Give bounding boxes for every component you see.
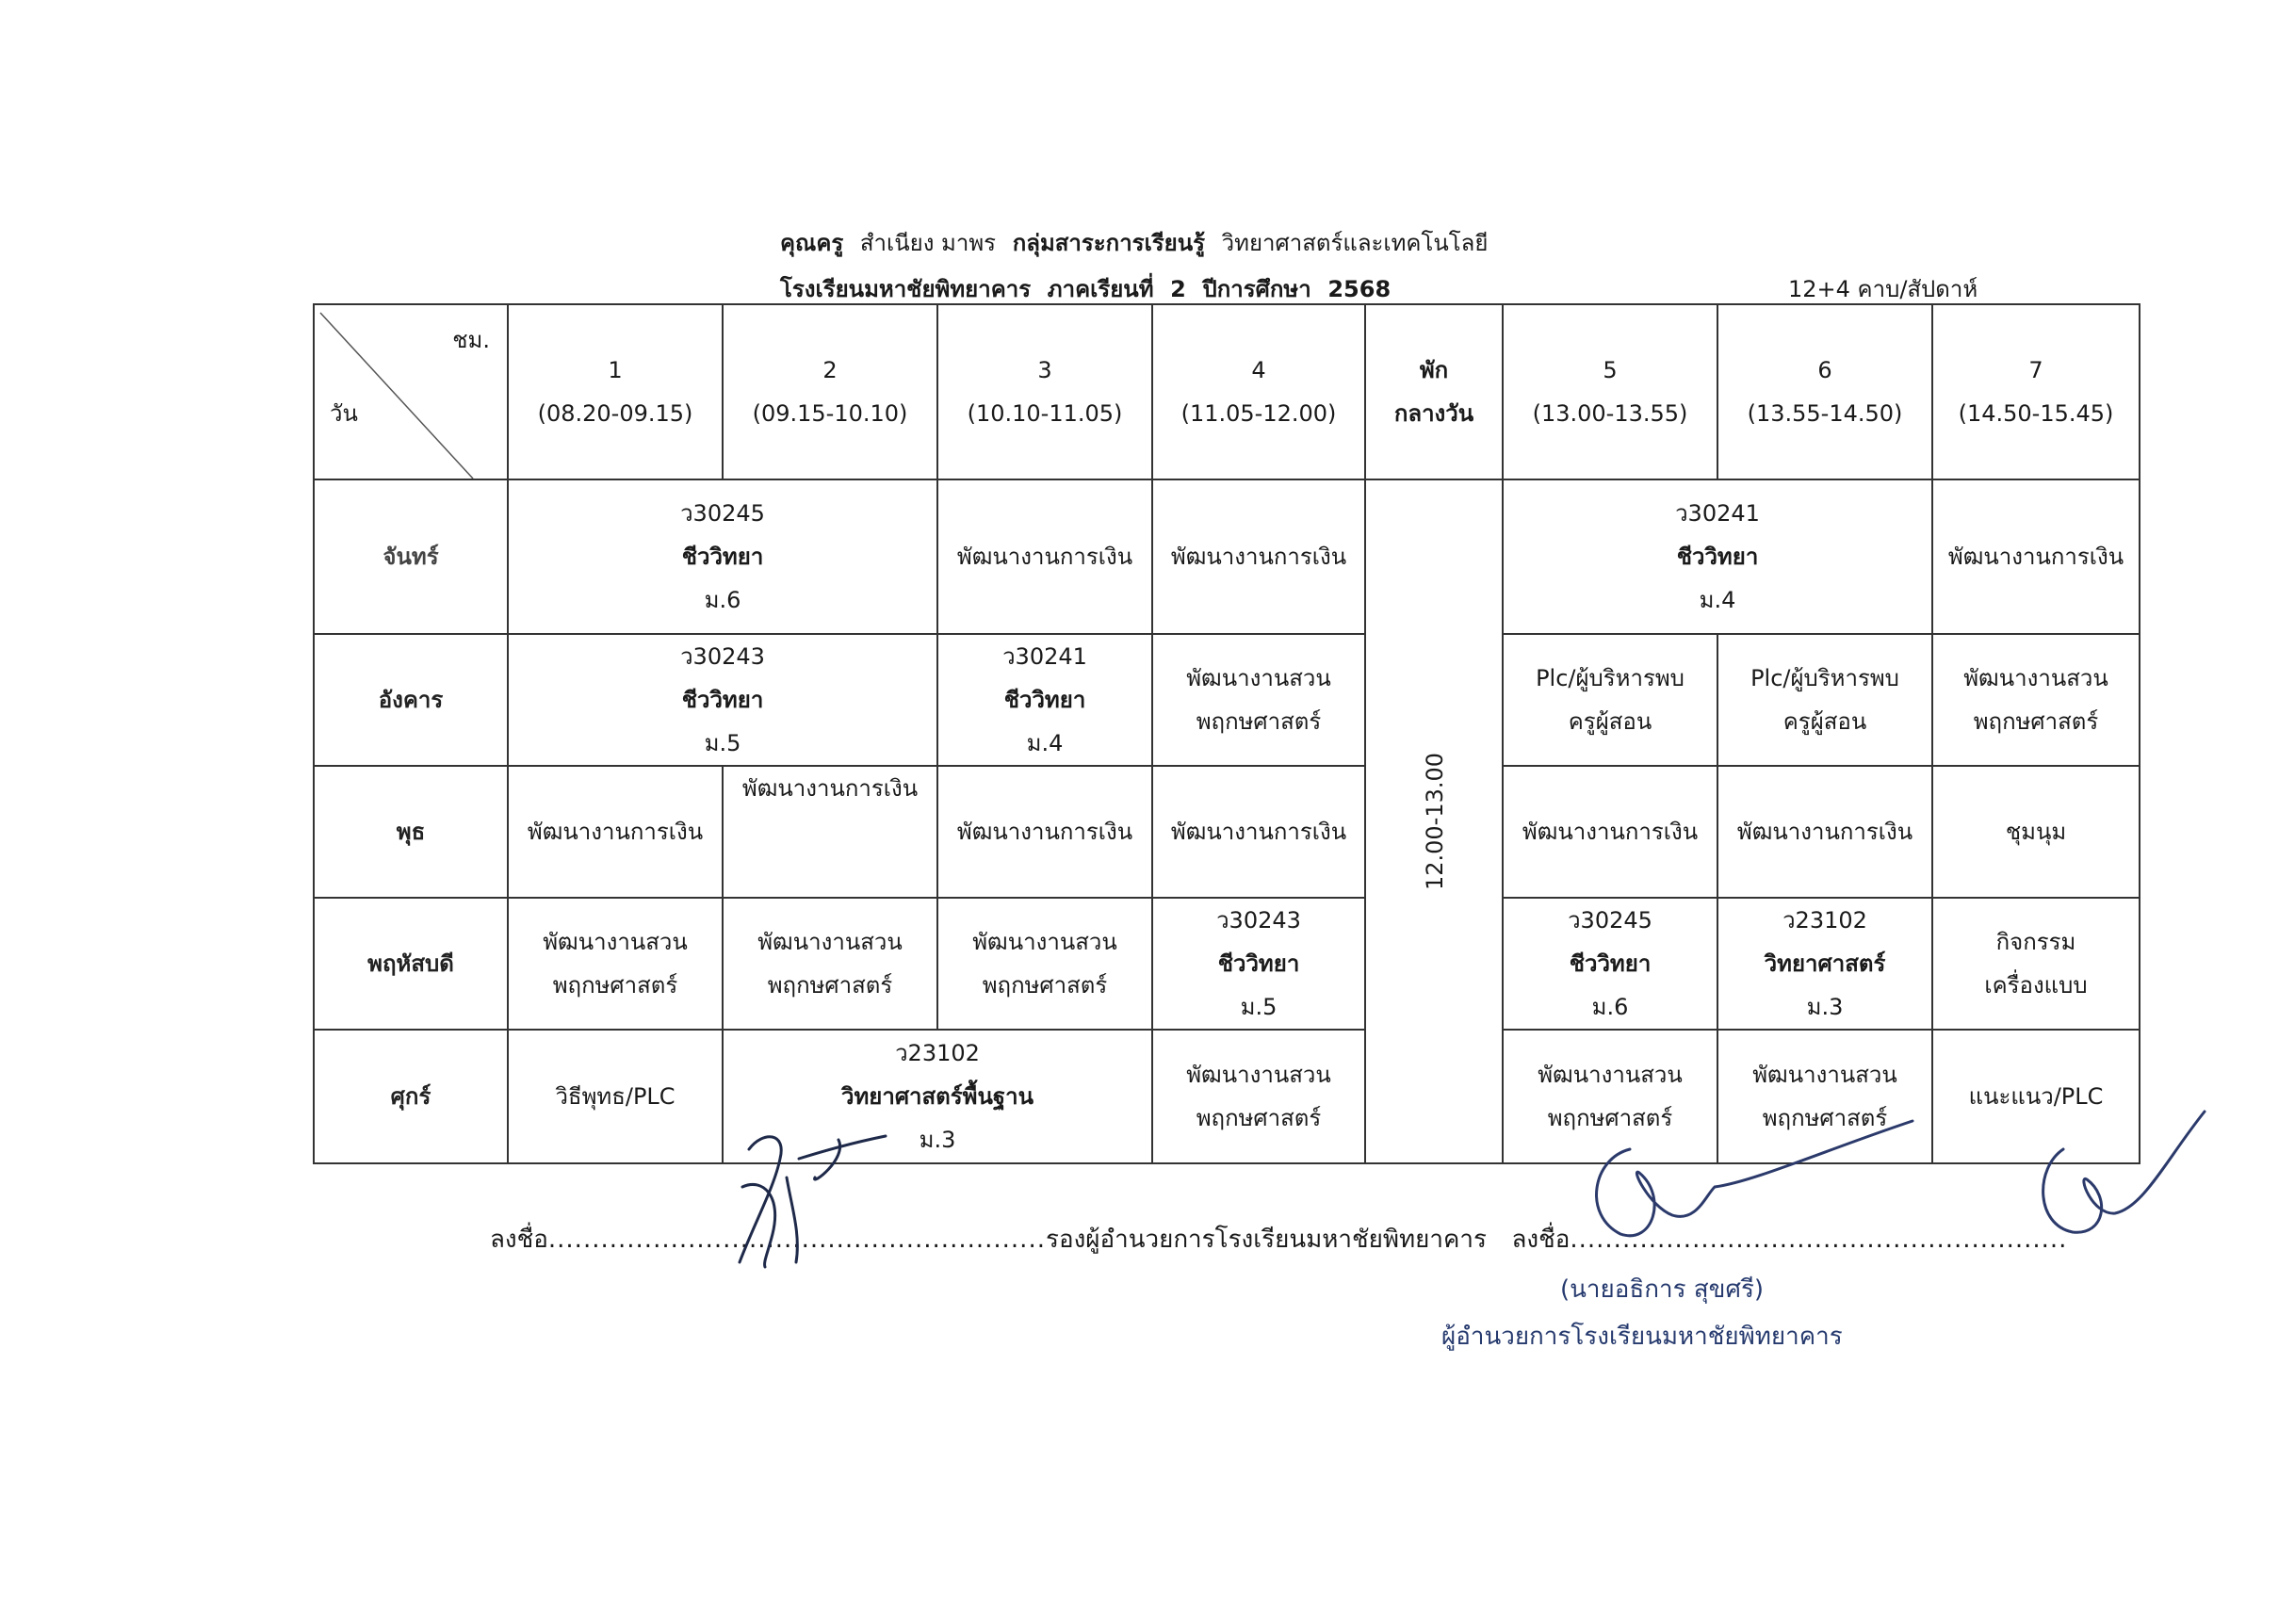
thu-p4: ว30243 ชีววิทยา ม.5: [1152, 898, 1365, 1030]
teaching-load: 12+4 คาบ/สัปดาห์: [1788, 276, 1978, 302]
thu-p2: พัฒนางานสวน พฤกษศาสตร์: [723, 898, 937, 1030]
row-thursday: [314, 898, 2140, 1030]
deputy-signature: [697, 1121, 914, 1272]
period-2-header: 2 (09.15-10.10): [723, 304, 937, 479]
thu-p3: พัฒนางานสวน พฤกษศาสตร์: [937, 898, 1152, 1030]
mon-p3: พัฒนางานการเงิน: [937, 479, 1152, 634]
semester-label: ภาคเรียนที่: [1047, 276, 1154, 302]
fri-p6: พัฒนางานสวน พฤกษศาสตร์: [1717, 1030, 1932, 1163]
day-thursday: พฤหัสบดี: [314, 898, 508, 1030]
lunch-header: พัก กลางวัน: [1365, 304, 1503, 479]
semester-value: 2: [1170, 276, 1186, 302]
fri-p2-3: ว23102 วิทยาศาสตร์พื้นฐาน ม.3: [723, 1030, 1152, 1163]
fri-p7: แนะแนว/PLC: [1932, 1030, 2140, 1163]
tue-p6: Plc/ผู้บริหารพบ ครูผู้สอน: [1717, 634, 1932, 766]
director-name: (นายอธิการ สุขศรี): [1560, 1275, 1765, 1304]
corner-hours-label: ชม.: [452, 327, 490, 353]
tue-p3: ว30241 ชีววิทยา ม.4: [937, 634, 1152, 766]
fri-p1: วิธีพุทธ/PLC: [508, 1030, 723, 1163]
teacher-prefix: คุณครู: [780, 230, 844, 256]
row-tuesday: [314, 634, 2140, 766]
tue-p4: พัฒนางานสวน พฤกษศาสตร์: [1152, 634, 1365, 766]
corner-day-label: วัน: [330, 400, 358, 427]
fri-p4: พัฒนางานสวน พฤกษศาสตร์: [1152, 1030, 1365, 1163]
wed-p3: พัฒนางานการเงิน: [937, 766, 1152, 898]
thu-p7: กิจกรรม เครื่องแบบ: [1932, 898, 2140, 1030]
tue-p7: พัฒนางานสวน พฤกษศาสตร์: [1932, 634, 2140, 766]
period-5-header: 5 (13.00-13.55): [1503, 304, 1717, 479]
wed-p2: พัฒนางานการเงิน: [723, 766, 937, 898]
fri-p5: พัฒนางานสวน พฤกษศาสตร์: [1503, 1030, 1717, 1163]
period-6-header: 6 (13.55-14.50): [1717, 304, 1932, 479]
wed-p6: พัฒนางานการเงิน: [1717, 766, 1932, 898]
thu-p1: พัฒนางานสวน พฤกษศาสตร์: [508, 898, 723, 1030]
mon-p1-2: ว30245 ชีววิทยา ม.6: [508, 479, 937, 634]
header-row: [314, 304, 2140, 479]
period-7-header: 7 (14.50-15.45): [1932, 304, 2140, 479]
lunch-column: [1365, 479, 1503, 1163]
row-wednesday: [314, 766, 2140, 898]
signature-line: ลงชื่อ.........................................................รองผู้อำนวยการโรงเรียนมหาชัยพิทยาคาร ลงชื่อ.........................................................: [490, 1226, 2068, 1254]
wed-p7: ชุมนุม: [1932, 766, 2140, 898]
period-1-header: 1 (08.20-09.15): [508, 304, 723, 479]
header-line-1: [780, 224, 1488, 261]
mon-p5-6: ว30241 ชีววิทยา ม.4: [1503, 479, 1932, 634]
period-4-header: 4 (11.05-12.00): [1152, 304, 1365, 479]
thu-p5: ว30245 ชีววิทยา ม.6: [1503, 898, 1717, 1030]
dept-name: วิทยาศาสตร์และเทคโนโลยี: [1221, 230, 1489, 256]
year-value: 2568: [1327, 276, 1392, 302]
teacher-name: สำเนียง มาพร: [859, 230, 997, 256]
timetable: [313, 303, 2140, 1164]
school-name: โรงเรียนมหาชัยพิทยาคาร: [780, 276, 1032, 302]
dept-label: กลุ่มสาระการเรียนรู้: [1012, 230, 1206, 256]
year-label: ปีการศึกษา: [1202, 276, 1311, 302]
tue-p5: Plc/ผู้บริหารพบ ครูผู้สอน: [1503, 634, 1717, 766]
corner-cell: [314, 304, 508, 479]
day-tuesday: อังคาร: [314, 634, 508, 766]
period-3-header: 3 (10.10-11.05): [937, 304, 1152, 479]
sign-label-director: ลงชื่อ: [1511, 1226, 1571, 1254]
tue-p1-2: ว30243 ชีววิทยา ม.5: [508, 634, 937, 766]
day-monday: จันทร์: [314, 479, 508, 634]
wed-p5: พัฒนางานการเงิน: [1503, 766, 1717, 898]
director-signature-1: [1564, 1093, 1922, 1253]
thu-p6: ว23102 วิทยาศาสตร์ ม.3: [1717, 898, 1932, 1030]
day-friday: ศุกร์: [314, 1030, 508, 1163]
wed-p4: พัฒนางานการเงิน: [1152, 766, 1365, 898]
mon-p7: พัฒนางานการเงิน: [1932, 479, 2140, 634]
deputy-title: รองผู้อำนวยการโรงเรียนมหาชัยพิทยาคาร: [1045, 1226, 1487, 1254]
director-signature-2: [2026, 1093, 2214, 1243]
wed-p1: พัฒนางานการเงิน: [508, 766, 723, 898]
day-wednesday: พุธ: [314, 766, 508, 898]
header-line-2: [780, 270, 1391, 307]
sign-label-deputy: ลงชื่อ: [490, 1226, 548, 1254]
mon-p4: พัฒนางานการเงิน: [1152, 479, 1365, 634]
lunch-time: 12.00-13.00: [1422, 752, 1449, 891]
director-title: ผู้อำนวยการโรงเรียนมหาชัยพิทยาคาร: [1441, 1323, 1843, 1351]
row-monday: [314, 479, 2140, 634]
